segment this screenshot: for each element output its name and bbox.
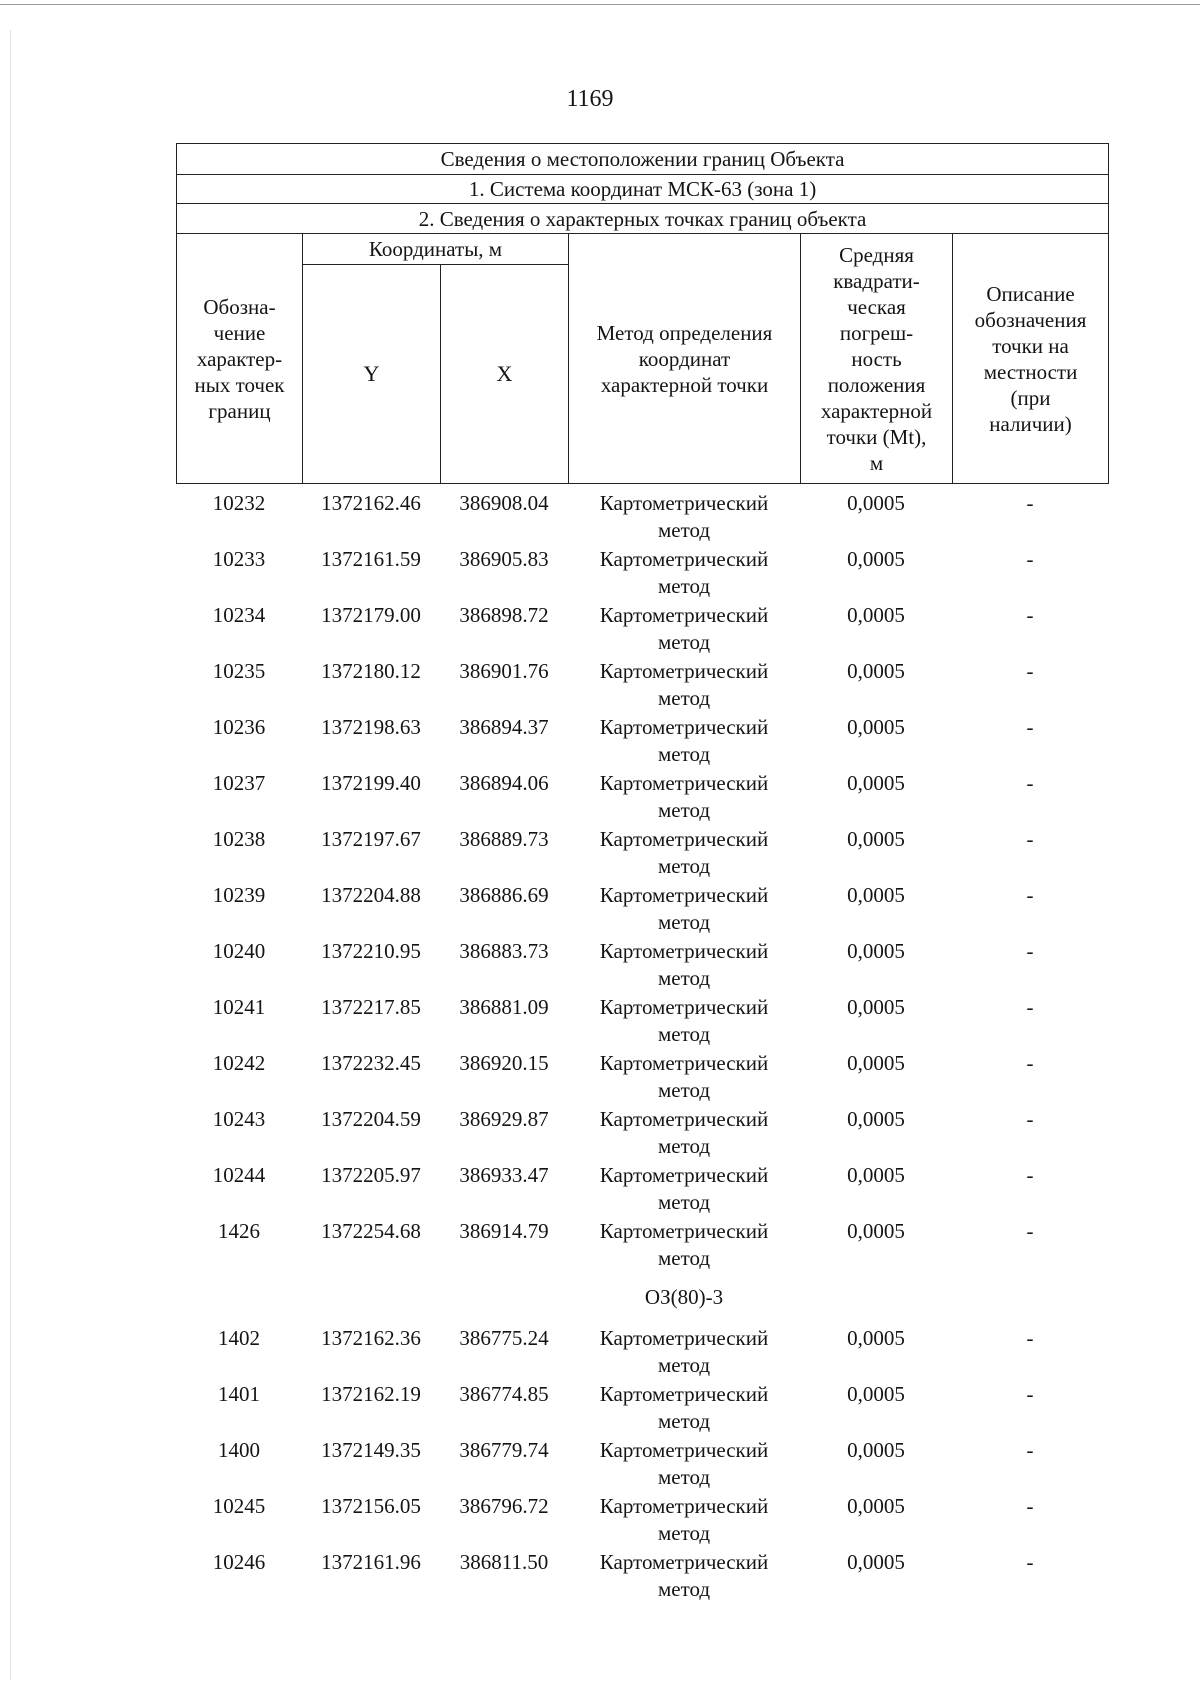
table-row — [176, 824, 1108, 880]
point-id-cell: 10235 — [212, 659, 266, 683]
coord-y-cell: 1372161.96 — [321, 1550, 421, 1574]
method-cell — [568, 656, 800, 712]
description-cell: - — [1026, 995, 1034, 1019]
coord-x-cell: 386883.73 — [459, 939, 549, 963]
method-cell — [568, 824, 800, 880]
coord-x-cell: 386775.24 — [459, 1326, 549, 1350]
table-row — [176, 992, 1108, 1048]
point-id-cell: 10246 — [212, 1550, 266, 1574]
table-row — [176, 880, 1108, 936]
method-text: Картометрический метод — [599, 771, 769, 822]
description-cell: - — [1026, 1219, 1034, 1243]
section-title: 2. Сведения о характерных точках границ объекта — [177, 204, 1109, 234]
description-cell: - — [1026, 603, 1034, 627]
point-id-cell: 10244 — [212, 1163, 266, 1187]
description-cell: - — [1026, 1163, 1034, 1187]
coord-system-label: 1. Система координат МСК-63 (зона 1) — [177, 175, 1109, 204]
point-id-cell: 10234 — [212, 603, 266, 627]
coord-x-cell: 386886.69 — [459, 883, 549, 907]
method-cell — [568, 1323, 800, 1379]
coord-y-cell: 1372254.68 — [321, 1219, 421, 1243]
method-text: Картометрический метод — [599, 1107, 769, 1158]
point-id-cell: 10238 — [212, 827, 266, 851]
data-table-body — [176, 488, 1108, 1603]
coord-y-cell: 1372199.40 — [321, 771, 421, 795]
column-header-method — [569, 234, 801, 484]
coord-x-cell: 386779.74 — [459, 1438, 549, 1462]
column-header-point — [177, 234, 303, 484]
method-cell — [568, 1160, 800, 1216]
section-title-row — [177, 204, 1109, 234]
error-cell: 0,0005 — [847, 491, 905, 515]
method-text: Картометрический метод — [599, 547, 769, 598]
coord-x-cell: 386929.87 — [459, 1107, 549, 1131]
point-id-cell: 10232 — [212, 491, 266, 515]
error-cell: 0,0005 — [847, 547, 905, 571]
coord-x-cell: 386894.37 — [459, 715, 549, 739]
error-cell: 0,0005 — [847, 603, 905, 627]
error-cell: 0,0005 — [847, 715, 905, 739]
column-header-row — [177, 234, 1109, 265]
method-text: Картометрический метод — [599, 1550, 769, 1601]
point-id-cell: 1426 — [218, 1219, 260, 1243]
method-text: Картометрический метод — [599, 939, 769, 990]
table-row — [176, 656, 1108, 712]
description-cell: - — [1026, 883, 1034, 907]
coord-x-cell: 386933.47 — [459, 1163, 549, 1187]
coord-system-row — [177, 175, 1109, 204]
point-id-cell: 10240 — [212, 939, 266, 963]
method-text: Картометрический метод — [599, 1438, 769, 1489]
table-row — [176, 1323, 1108, 1379]
group-label-row — [176, 1272, 1108, 1323]
coord-y-cell: 1372179.00 — [321, 603, 421, 627]
coord-y-cell: 1372197.67 — [321, 827, 421, 851]
description-cell: - — [1026, 1494, 1034, 1518]
coord-y-cell: 1372232.45 — [321, 1051, 421, 1075]
method-text: Картометрический метод — [599, 1163, 769, 1214]
error-cell: 0,0005 — [847, 659, 905, 683]
table-row — [176, 1435, 1108, 1491]
method-text: Картометрический метод — [599, 827, 769, 878]
method-cell — [568, 1216, 800, 1272]
group-label-spacer — [176, 1272, 568, 1323]
method-text: Картометрический метод — [599, 1326, 769, 1377]
group-label-spacer — [800, 1272, 1108, 1323]
coord-y-cell: 1372198.63 — [321, 715, 421, 739]
coord-x-cell: 386889.73 — [459, 827, 549, 851]
coord-y-cell: 1372162.46 — [321, 491, 421, 515]
table-row — [176, 1547, 1108, 1603]
column-header-description-text: Описание обозначения точки на местности (при наличии) — [974, 281, 1087, 436]
method-cell — [568, 600, 800, 656]
table-row — [176, 1104, 1108, 1160]
error-cell: 0,0005 — [847, 883, 905, 907]
point-id-cell: 10239 — [212, 883, 266, 907]
coord-y-cell: 1372217.85 — [321, 995, 421, 1019]
coord-y-cell: 1372210.95 — [321, 939, 421, 963]
table-row — [176, 600, 1108, 656]
table-row — [176, 1216, 1108, 1272]
description-cell: - — [1026, 659, 1034, 683]
method-text: Картометрический метод — [599, 659, 769, 710]
method-cell — [568, 880, 800, 936]
description-cell: - — [1026, 1438, 1034, 1462]
coord-y-cell: 1372156.05 — [321, 1494, 421, 1518]
table-row — [176, 768, 1108, 824]
error-cell: 0,0005 — [847, 1107, 905, 1131]
table-title: Сведения о местоположении границ Объекта — [177, 144, 1109, 175]
table-row — [176, 1160, 1108, 1216]
method-text: Картометрический метод — [599, 715, 769, 766]
coord-y-cell: 1372204.88 — [321, 883, 421, 907]
coord-x-cell: 386796.72 — [459, 1494, 549, 1518]
method-text: Картометрический метод — [599, 883, 769, 934]
method-cell — [568, 1547, 800, 1603]
error-cell: 0,0005 — [847, 771, 905, 795]
method-text: Картометрический метод — [599, 1494, 769, 1545]
coord-x-cell: 386901.76 — [459, 659, 549, 683]
description-cell: - — [1026, 1382, 1034, 1406]
scan-top-edge — [0, 4, 1200, 5]
coord-y-cell: 1372161.59 — [321, 547, 421, 571]
error-cell: 0,0005 — [847, 1163, 905, 1187]
method-cell — [568, 488, 800, 544]
coord-x-cell: 386774.85 — [459, 1382, 549, 1406]
error-cell: 0,0005 — [847, 1051, 905, 1075]
point-id-cell: 1402 — [218, 1326, 260, 1350]
point-id-cell: 10242 — [212, 1051, 266, 1075]
error-cell: 0,0005 — [847, 1326, 905, 1350]
description-cell: - — [1026, 1107, 1034, 1131]
table-row — [176, 712, 1108, 768]
point-id-cell: 1400 — [218, 1438, 260, 1462]
method-cell — [568, 768, 800, 824]
coord-x-cell: 386905.83 — [459, 547, 549, 571]
data-table — [176, 488, 1108, 1603]
method-text: Картометрический метод — [599, 995, 769, 1046]
column-header-coords: Координаты, м — [303, 234, 569, 265]
description-cell: - — [1026, 1326, 1034, 1350]
error-cell: 0,0005 — [847, 939, 905, 963]
column-header-method-text: Метод определения координат характерной точки — [596, 320, 773, 397]
error-cell: 0,0005 — [847, 1438, 905, 1462]
description-cell: - — [1026, 1051, 1034, 1075]
method-cell — [568, 1491, 800, 1547]
point-id-cell: 10237 — [212, 771, 266, 795]
page-number: 1169 — [566, 86, 614, 112]
method-cell — [568, 936, 800, 992]
point-id-cell: 10241 — [212, 995, 266, 1019]
coord-y-cell: 1372149.35 — [321, 1438, 421, 1462]
point-id-cell: 10233 — [212, 547, 266, 571]
table-row — [176, 936, 1108, 992]
method-cell — [568, 992, 800, 1048]
coord-y-cell: 1372205.97 — [321, 1163, 421, 1187]
column-header-error-text: Средняя квадрати- ческая погреш- ность положения характерной точки (Mt), м — [820, 242, 933, 475]
description-cell: - — [1026, 939, 1034, 963]
error-cell: 0,0005 — [847, 1382, 905, 1406]
description-cell: - — [1026, 1550, 1034, 1574]
group-label: ОЗ(80)-3 — [644, 1285, 724, 1309]
method-cell — [568, 544, 800, 600]
method-text: Картометрический метод — [599, 1382, 769, 1433]
method-cell — [568, 1379, 800, 1435]
coord-x-cell: 386898.72 — [459, 603, 549, 627]
coord-x-cell: 386894.06 — [459, 771, 549, 795]
table-row — [176, 544, 1108, 600]
column-header-x: X — [441, 265, 569, 484]
header-table — [176, 143, 1109, 484]
title-row — [177, 144, 1109, 175]
method-text: Картометрический метод — [599, 1219, 769, 1270]
method-text: Картометрический метод — [599, 1051, 769, 1102]
point-id-cell: 10245 — [212, 1494, 266, 1518]
table-row — [176, 1379, 1108, 1435]
column-header-y: Y — [303, 265, 441, 484]
coord-y-cell: 1372204.59 — [321, 1107, 421, 1131]
column-header-error — [801, 234, 953, 484]
method-text: Картометрический метод — [599, 491, 769, 542]
coord-y-cell: 1372162.19 — [321, 1382, 421, 1406]
coord-x-cell: 386881.09 — [459, 995, 549, 1019]
description-cell: - — [1026, 547, 1034, 571]
column-header-description — [953, 234, 1109, 484]
scan-left-margin — [10, 30, 11, 1680]
coord-x-cell: 386920.15 — [459, 1051, 549, 1075]
error-cell: 0,0005 — [847, 1550, 905, 1574]
coord-y-cell: 1372180.12 — [321, 659, 421, 683]
description-cell: - — [1026, 771, 1034, 795]
table-row — [176, 1491, 1108, 1547]
error-cell: 0,0005 — [847, 995, 905, 1019]
method-cell — [568, 1435, 800, 1491]
point-id-cell: 10236 — [212, 715, 266, 739]
error-cell: 0,0005 — [847, 1219, 905, 1243]
method-text: Картометрический метод — [599, 603, 769, 654]
coord-x-cell: 386811.50 — [459, 1550, 549, 1574]
description-cell: - — [1026, 715, 1034, 739]
table-row — [176, 488, 1108, 544]
table-row — [176, 1048, 1108, 1104]
method-cell — [568, 1104, 800, 1160]
description-cell: - — [1026, 827, 1034, 851]
coord-y-cell: 1372162.36 — [321, 1326, 421, 1350]
method-cell — [568, 1048, 800, 1104]
description-cell: - — [1026, 491, 1034, 515]
coord-x-cell: 386914.79 — [459, 1219, 549, 1243]
error-cell: 0,0005 — [847, 827, 905, 851]
coord-x-cell: 386908.04 — [459, 491, 549, 515]
method-cell — [568, 712, 800, 768]
column-header-point-text: Обозна- чение характер- ных точек границ — [194, 294, 285, 423]
error-cell: 0,0005 — [847, 1494, 905, 1518]
point-id-cell: 1401 — [218, 1382, 260, 1406]
point-id-cell: 10243 — [212, 1107, 266, 1131]
